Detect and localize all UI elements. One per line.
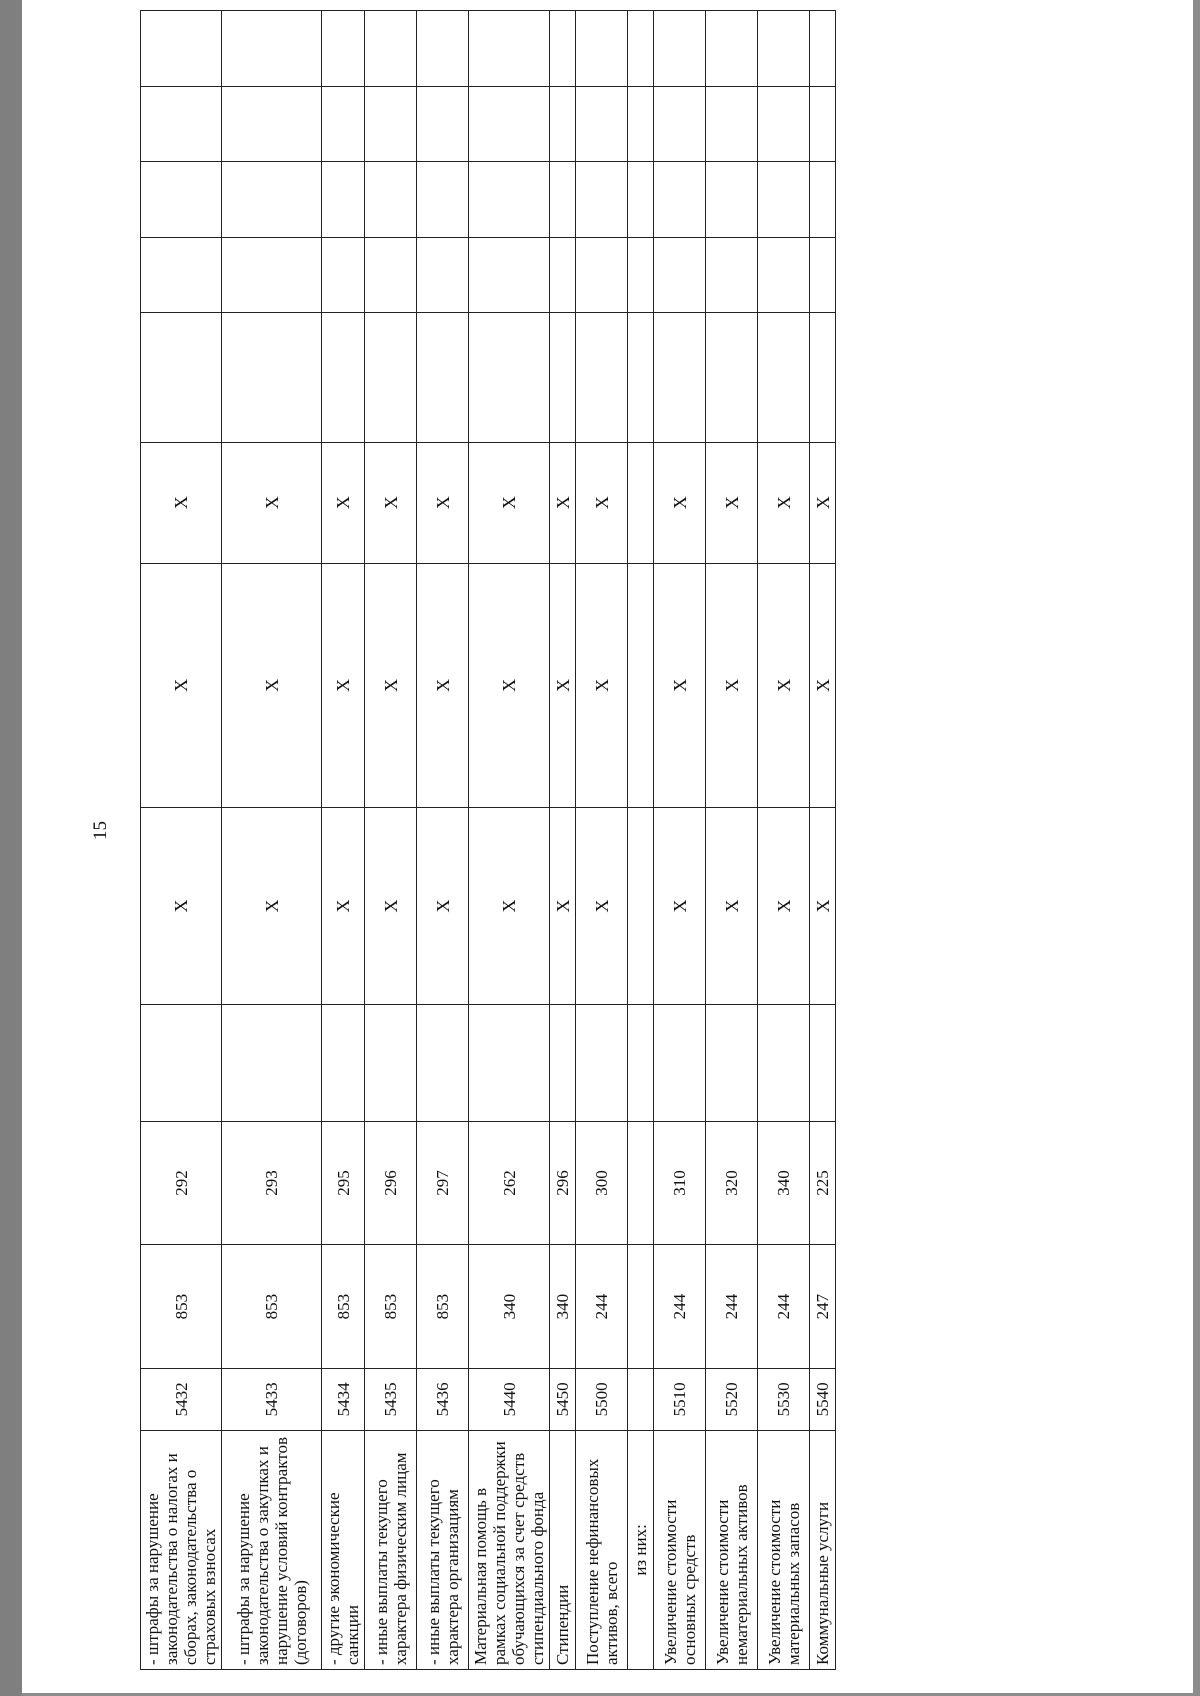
row-x-cell: X — [469, 808, 550, 1005]
row-x-cell: X — [365, 808, 417, 1005]
row-x-cell: X — [758, 808, 810, 1005]
row-empty-cell — [576, 237, 628, 313]
row-empty-cell — [758, 11, 810, 87]
row-name-cell: Увеличение стоимости нематериальных активов — [706, 1430, 758, 1669]
row-empty-cell — [758, 162, 810, 238]
row-code-cell: 5450 — [550, 1369, 576, 1431]
row-kvr-cell: 244 — [576, 1245, 628, 1369]
row-x-cell: X — [654, 808, 706, 1005]
row-empty-cell — [322, 86, 365, 162]
row-x-cell: X — [654, 442, 706, 563]
row-empty-cell — [322, 11, 365, 87]
row-kosgu-cell — [628, 1121, 654, 1245]
row-empty-cell — [365, 86, 417, 162]
row-x-cell: X — [365, 442, 417, 563]
row-kvr-cell: 853 — [322, 1245, 365, 1369]
row-kvr-cell: 244 — [706, 1245, 758, 1369]
row-x-cell: X — [706, 808, 758, 1005]
table-row — [654, 11, 706, 1670]
row-empty-cell — [654, 11, 706, 87]
row-code-cell: 5435 — [365, 1369, 417, 1431]
page-number: 15 — [90, 821, 111, 840]
row-blank-cell — [550, 1004, 576, 1121]
table-body — [141, 11, 836, 1670]
row-blank-cell — [322, 1004, 365, 1121]
row-empty-cell — [810, 313, 836, 442]
row-code-cell: 5434 — [322, 1369, 365, 1431]
row-empty-cell — [469, 11, 550, 87]
row-x-cell — [628, 442, 654, 563]
row-empty-cell — [576, 162, 628, 238]
table-row — [365, 11, 417, 1670]
row-blank-cell — [417, 1004, 469, 1121]
row-empty-cell — [550, 11, 576, 87]
row-empty-cell — [628, 86, 654, 162]
row-blank-cell — [365, 1004, 417, 1121]
row-empty-cell — [576, 86, 628, 162]
row-empty-cell — [417, 237, 469, 313]
table-row — [222, 11, 322, 1670]
row-blank-cell — [222, 1004, 322, 1121]
row-empty-cell — [706, 86, 758, 162]
row-code-cell: 5433 — [222, 1369, 322, 1431]
row-code-cell: 5440 — [469, 1369, 550, 1431]
table-row — [322, 11, 365, 1670]
row-name-cell: Материальная помощь в рамках социальной поддержки обучающихся за счет средств стипендиального фонда — [469, 1430, 550, 1669]
row-empty-cell — [576, 11, 628, 87]
row-blank-cell — [654, 1004, 706, 1121]
table-row — [758, 11, 810, 1670]
row-empty-cell — [706, 313, 758, 442]
row-empty-cell — [141, 86, 222, 162]
row-empty-cell — [654, 162, 706, 238]
row-x-cell — [628, 808, 654, 1005]
row-blank-cell — [758, 1004, 810, 1121]
row-kvr-cell — [628, 1245, 654, 1369]
left-scan-border — [0, 0, 22, 1696]
row-code-cell: 5540 — [810, 1369, 836, 1431]
row-kvr-cell: 853 — [417, 1245, 469, 1369]
row-empty-cell — [758, 86, 810, 162]
row-name-cell: из них: — [628, 1430, 654, 1669]
row-name-cell: Стипендии — [550, 1430, 576, 1669]
row-empty-cell — [469, 162, 550, 238]
row-x-cell: X — [654, 563, 706, 808]
row-kvr-cell: 853 — [365, 1245, 417, 1369]
row-name-cell: Коммунальные услуги — [810, 1430, 836, 1669]
row-empty-cell — [628, 162, 654, 238]
table-row — [417, 11, 469, 1670]
row-empty-cell — [417, 162, 469, 238]
row-empty-cell — [550, 162, 576, 238]
row-blank-cell — [469, 1004, 550, 1121]
row-code-cell: 5520 — [706, 1369, 758, 1431]
row-empty-cell — [322, 162, 365, 238]
row-empty-cell — [365, 313, 417, 442]
row-empty-cell — [417, 11, 469, 87]
row-kosgu-cell: 225 — [810, 1121, 836, 1245]
row-blank-cell — [628, 1004, 654, 1121]
row-empty-cell — [469, 86, 550, 162]
row-x-cell: X — [576, 442, 628, 563]
row-empty-cell — [469, 313, 550, 442]
row-kosgu-cell: 310 — [654, 1121, 706, 1245]
row-kosgu-cell: 296 — [365, 1121, 417, 1245]
row-code-cell: 5436 — [417, 1369, 469, 1431]
row-kvr-cell: 244 — [654, 1245, 706, 1369]
row-x-cell: X — [706, 563, 758, 808]
row-kvr-cell: 340 — [469, 1245, 550, 1369]
row-empty-cell — [810, 86, 836, 162]
row-empty-cell — [141, 162, 222, 238]
row-kosgu-cell: 262 — [469, 1121, 550, 1245]
row-x-cell: X — [576, 808, 628, 1005]
row-empty-cell — [222, 11, 322, 87]
financial-table — [140, 10, 836, 1670]
row-kosgu-cell: 292 — [141, 1121, 222, 1245]
row-empty-cell — [654, 313, 706, 442]
row-kvr-cell: 244 — [758, 1245, 810, 1369]
row-kosgu-cell: 295 — [322, 1121, 365, 1245]
row-empty-cell — [706, 237, 758, 313]
row-name-cell: - иные выплаты текущего характера организациям — [417, 1430, 469, 1669]
row-empty-cell — [469, 237, 550, 313]
row-x-cell: X — [758, 563, 810, 808]
row-name-cell: Увеличение стоимости материальных запасов — [758, 1430, 810, 1669]
row-empty-cell — [417, 86, 469, 162]
table-row — [469, 11, 550, 1670]
row-kosgu-cell: 320 — [706, 1121, 758, 1245]
row-x-cell: X — [365, 563, 417, 808]
row-x-cell: X — [141, 442, 222, 563]
row-empty-cell — [322, 313, 365, 442]
row-x-cell: X — [141, 808, 222, 1005]
row-x-cell: X — [322, 808, 365, 1005]
row-empty-cell — [758, 313, 810, 442]
row-name-cell: - иные выплаты текущего характера физическим лицам — [365, 1430, 417, 1669]
row-blank-cell — [706, 1004, 758, 1121]
table-row — [141, 11, 222, 1670]
row-code-cell: 5530 — [758, 1369, 810, 1431]
row-x-cell: X — [141, 563, 222, 808]
row-empty-cell — [706, 11, 758, 87]
row-kosgu-cell: 340 — [758, 1121, 810, 1245]
row-empty-cell — [576, 313, 628, 442]
row-x-cell: X — [810, 563, 836, 808]
row-empty-cell — [365, 11, 417, 87]
row-x-cell: X — [417, 563, 469, 808]
table-row — [628, 11, 654, 1670]
row-empty-cell — [810, 162, 836, 238]
row-kosgu-cell: 297 — [417, 1121, 469, 1245]
row-empty-cell — [810, 237, 836, 313]
row-kosgu-cell: 296 — [550, 1121, 576, 1245]
row-x-cell: X — [417, 808, 469, 1005]
row-kvr-cell: 853 — [222, 1245, 322, 1369]
table-row — [810, 11, 836, 1670]
table-row — [576, 11, 628, 1670]
row-x-cell — [628, 563, 654, 808]
row-x-cell: X — [550, 808, 576, 1005]
row-blank-cell — [141, 1004, 222, 1121]
right-scan-border — [1193, 0, 1200, 1696]
row-empty-cell — [628, 11, 654, 87]
row-blank-cell — [810, 1004, 836, 1121]
row-empty-cell — [654, 86, 706, 162]
row-empty-cell — [141, 11, 222, 87]
row-empty-cell — [222, 86, 322, 162]
row-x-cell: X — [469, 563, 550, 808]
row-name-cell: Поступление нефинансовых активов, всего — [576, 1430, 628, 1669]
row-name-cell: Увеличение стоимости основных средств — [654, 1430, 706, 1669]
row-code-cell — [628, 1369, 654, 1431]
row-x-cell: X — [469, 442, 550, 563]
row-name-cell: - штрафы за нарушение законодательства о налогах и сборах, законодательства о страховых взносах — [141, 1430, 222, 1669]
row-empty-cell — [141, 313, 222, 442]
row-name-cell: - другие экономические санкции — [322, 1430, 365, 1669]
row-kvr-cell: 247 — [810, 1245, 836, 1369]
row-kosgu-cell: 300 — [576, 1121, 628, 1245]
row-x-cell: X — [222, 563, 322, 808]
row-empty-cell — [810, 11, 836, 87]
row-empty-cell — [222, 162, 322, 238]
row-empty-cell — [365, 237, 417, 313]
row-empty-cell — [322, 237, 365, 313]
row-empty-cell — [222, 313, 322, 442]
row-code-cell: 5500 — [576, 1369, 628, 1431]
row-x-cell: X — [758, 442, 810, 563]
row-code-cell: 5432 — [141, 1369, 222, 1431]
row-x-cell: X — [550, 563, 576, 808]
table-row — [706, 11, 758, 1670]
row-kvr-cell: 853 — [141, 1245, 222, 1369]
row-blank-cell — [576, 1004, 628, 1121]
row-x-cell: X — [810, 808, 836, 1005]
row-empty-cell — [758, 237, 810, 313]
row-empty-cell — [365, 162, 417, 238]
row-empty-cell — [628, 237, 654, 313]
row-empty-cell — [222, 237, 322, 313]
row-empty-cell — [628, 313, 654, 442]
row-empty-cell — [706, 162, 758, 238]
row-empty-cell — [550, 237, 576, 313]
row-x-cell: X — [550, 442, 576, 563]
row-name-cell: - штрафы за нарушение законодательства о закупках и нарушение условий контрактов (договоров) — [222, 1430, 322, 1669]
row-empty-cell — [550, 86, 576, 162]
row-kosgu-cell: 293 — [222, 1121, 322, 1245]
row-x-cell: X — [810, 442, 836, 563]
row-x-cell: X — [322, 563, 365, 808]
row-code-cell: 5510 — [654, 1369, 706, 1431]
row-x-cell: X — [417, 442, 469, 563]
row-empty-cell — [141, 237, 222, 313]
row-x-cell: X — [706, 442, 758, 563]
row-empty-cell — [550, 313, 576, 442]
row-x-cell: X — [322, 442, 365, 563]
table-row — [550, 11, 576, 1670]
row-kvr-cell: 340 — [550, 1245, 576, 1369]
row-empty-cell — [654, 237, 706, 313]
row-empty-cell — [417, 313, 469, 442]
rotated-table-container — [140, 10, 840, 1670]
row-x-cell: X — [576, 563, 628, 808]
row-x-cell: X — [222, 808, 322, 1005]
row-x-cell: X — [222, 442, 322, 563]
